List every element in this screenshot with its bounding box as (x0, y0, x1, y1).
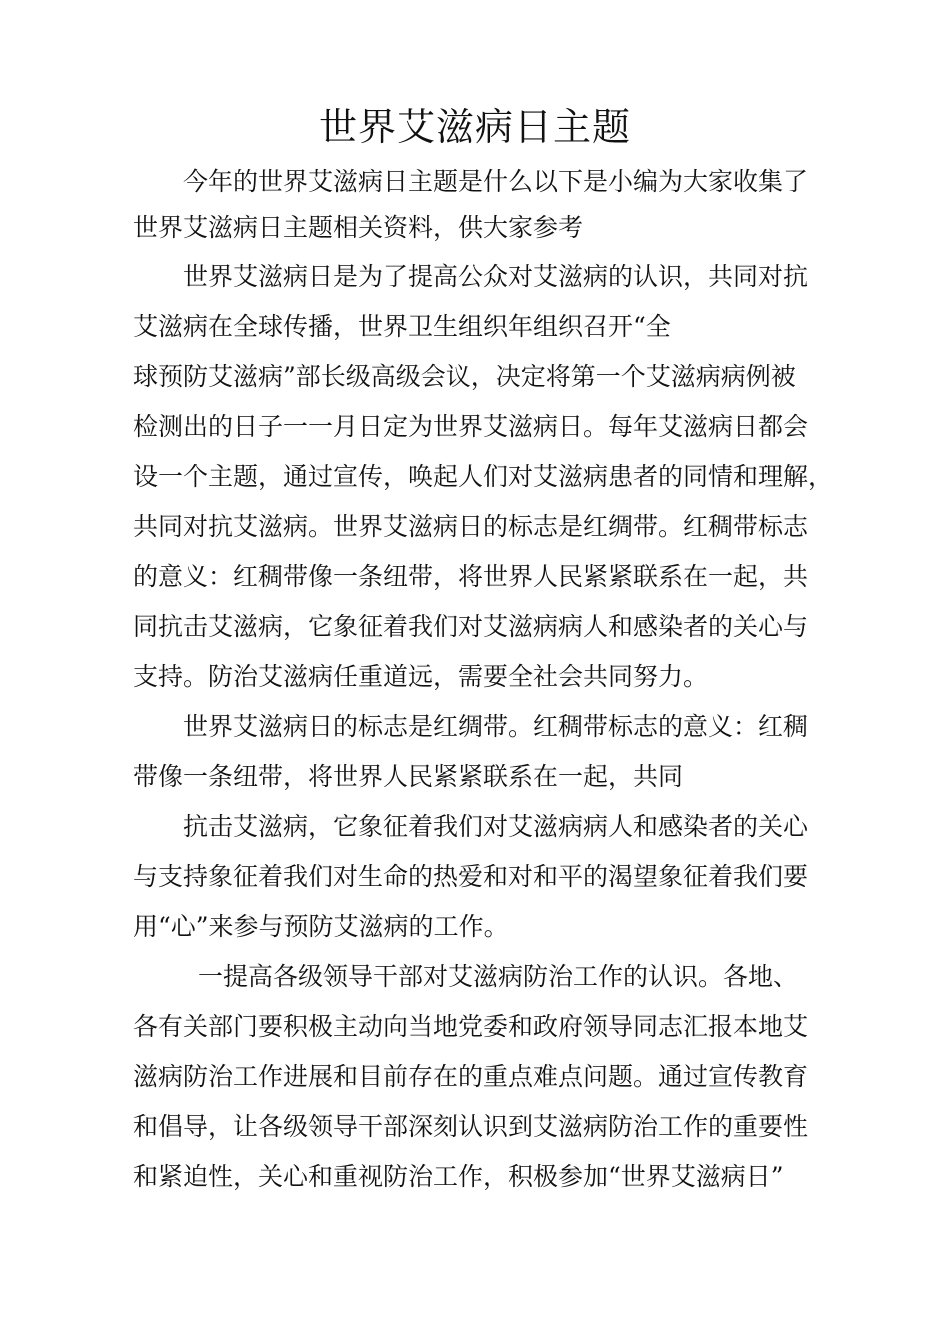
paragraph-1-line-2: 世界艾滋病日主题相关资料，供大家参考 (133, 213, 584, 242)
paragraph-4-line-1: 抗击艾滋病，它象征着我们对艾滋病病人和感染者的关心 (183, 812, 809, 841)
paragraph-5-line-1: 一提高各级领导干部对艾滋病防治工作的认识。各地、 (198, 962, 799, 991)
paragraph-4-line-2: 与支持象征着我们对生命的热爱和对和平的渴望象征着我们要 (133, 862, 809, 891)
paragraph-3-line-2: 带像一条纽带，将世界人民紧紧联系在一起，共同 (133, 762, 684, 791)
paragraph-4-line-3: 用“心”来参与预防艾滋病的工作。 (133, 912, 509, 941)
paragraph-2-line-3: 球预防艾滋病”部长级高级会议，决定将第一个艾滋病病例被 (133, 362, 796, 391)
document-title: 世界艾滋病日主题 (318, 105, 631, 149)
paragraph-2-line-8: 同抗击艾滋病，它象征着我们对艾滋病病人和感染者的关心与 (133, 612, 809, 641)
paragraph-5-line-2: 各有关部门要积极主动向当地党委和政府领导同志汇报本地艾 (133, 1012, 809, 1041)
paragraph-2-line-2: 艾滋病在全球传播，世界卫生组织年组织召开“全 (133, 312, 671, 341)
paragraph-2-line-4: 检测出的日子一一月日定为世界艾滋病日。每年艾滋病日都会 (133, 412, 809, 441)
paragraph-2-line-9: 支持。防治艾滋病任重道远，需要全社会共同努力。 (133, 662, 709, 691)
paragraph-5-line-4: 和倡导，让各级领导干部深刻认识到艾滋病防治工作的重要性 (133, 1112, 809, 1141)
paragraph-2-line-1: 世界艾滋病日是为了提高公众对艾滋病的认识，共同对抗 (183, 262, 809, 291)
paragraph-1-line-1: 今年的世界艾滋病日主题是什么以下是小编为大家收集了 (183, 167, 809, 196)
paragraph-5-line-3: 滋病防治工作进展和目前存在的重点难点问题。通过宣传教育 (133, 1062, 809, 1091)
paragraph-3-line-1: 世界艾滋病日的标志是红绸带。红稠带标志的意义：红稠 (183, 712, 809, 741)
paragraph-2-line-6: 共同对抗艾滋病。世界艾滋病日的标志是红绸带。红稠带标志 (133, 512, 809, 541)
paragraph-2-line-5: 设一个主题，通过宣传，唤起人们对艾滋病患者的同情和理解， (133, 462, 834, 491)
paragraph-5-line-5: 和紧迫性，关心和重视防治工作，积极参加“世界艾滋病日” (133, 1162, 784, 1191)
paragraph-2-line-7: 的意义：红稠带像一条纽带，将世界人民紧紧联系在一起，共 (133, 562, 809, 591)
